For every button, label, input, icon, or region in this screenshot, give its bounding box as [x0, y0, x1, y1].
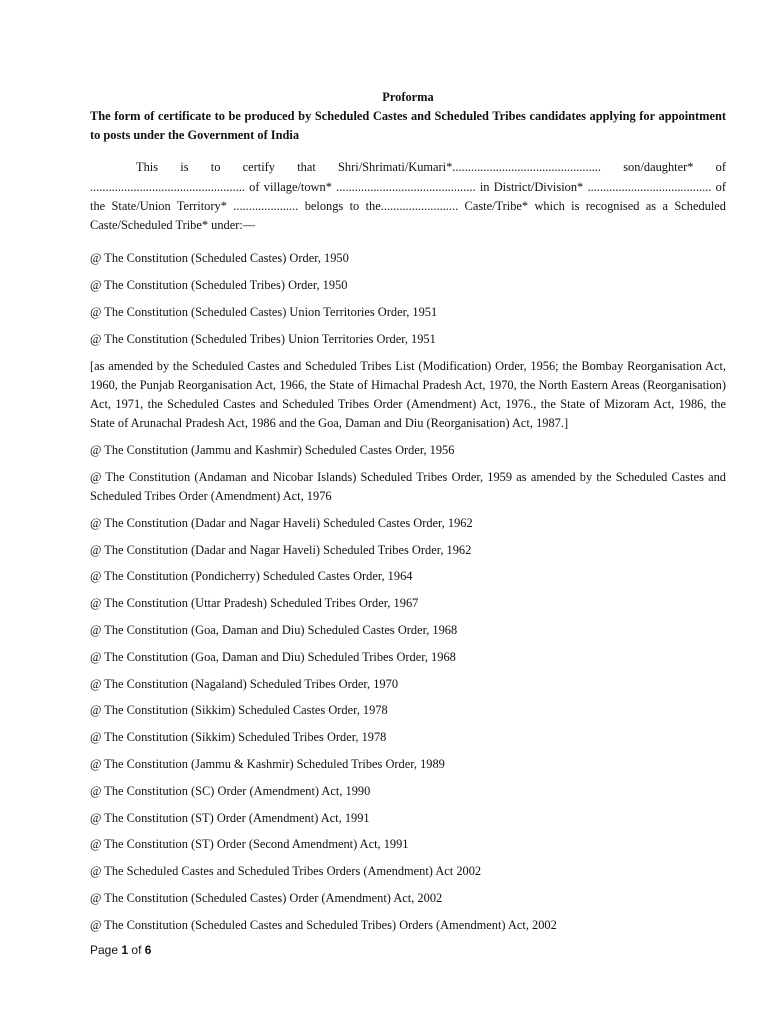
order-item: @ The Constitution (Andaman and Nicobar Islands) Scheduled Tribes Order, 1959 as amended by the Scheduled Castes and Scheduled Tribes Order (Amendment) Act, 1976 [90, 469, 726, 503]
amendment-note: [as amended by the Scheduled Castes and Scheduled Tribes List (Modification) Order, 1956; the Bombay Reorganisation Act, 1960, the Punjab Reorganisation Act, 1966, the State of Himachal Pradesh Act, 1970, the North Eastern Areas (Reorganisation) Act, 1971, the Scheduled Castes and Scheduled Tribes Order (Amendment) Act, 1976., the State of Mizoram Act, 1986, the State of Arunachal Pradesh Act, 1986 and the Goa, Daman and Diu (Reorganisation) Act, 1987.] [90, 358, 726, 431]
order-item: @ The Constitution (Jammu and Kashmir) Scheduled Castes Order, 1956 [90, 442, 455, 457]
certify-paragraph: This is to certify that Shri/Shrimati/Kumari*................................................ son/daughter* of .................................................. of village/town* ............................................. in District/Division* ........................................ of the State/Union Territory* ..................... belongs to the......................... Caste/Tribe* which is recognised as a Scheduled Caste/Scheduled Tribe* under:— [90, 160, 726, 233]
page-word: Page [90, 943, 119, 957]
order-item: @ The Scheduled Castes and Scheduled Tribes Orders (Amendment) Act 2002 [90, 864, 482, 879]
order-item: @ The Constitution (Scheduled Tribes) Union Territories Order, 1951 [90, 331, 436, 346]
page-title: Proforma [382, 90, 434, 104]
order-item: @ The Constitution (Scheduled Castes) Union Territories Order, 1951 [90, 304, 438, 319]
order-item: @ The Constitution (Dadar and Nagar Haveli) Scheduled Castes Order, 1962 [90, 515, 473, 530]
order-item: @ The Constitution (Goa, Daman and Diu) Scheduled Tribes Order, 1968 [90, 649, 456, 664]
order-item: @ The Constitution (Jammu & Kashmir) Scheduled Tribes Order, 1989 [90, 756, 445, 771]
total-pages-number: 6 [144, 943, 152, 957]
order-item: @ The Constitution (Uttar Pradesh) Scheduled Tribes Order, 1967 [90, 596, 419, 611]
order-item: @ The Constitution (Goa, Daman and Diu) Scheduled Castes Order, 1968 [90, 622, 458, 637]
page-subtitle: The form of certificate to be produced by Scheduled Castes and Scheduled Tribes candidates applying for appointment to posts under the Government of India [90, 109, 726, 143]
order-item: @ The Constitution (Scheduled Castes) Order (Amendment) Act, 2002 [90, 890, 443, 905]
order-item: @ The Constitution (ST) Order (Second Amendment) Act, 1991 [90, 837, 409, 852]
order-item: @ The Constitution (Pondicherry) Scheduled Castes Order, 1964 [90, 569, 413, 584]
order-item: @ The Constitution (Dadar and Nagar Haveli) Scheduled Tribes Order, 1962 [90, 542, 472, 557]
order-item: @ The Constitution (Scheduled Castes) Order, 1950 [90, 251, 349, 266]
order-item: @ The Constitution (Sikkim) Scheduled Tribes Order, 1978 [90, 730, 387, 745]
page-footer [90, 943, 151, 957]
of-word: of [131, 943, 142, 957]
document-content [90, 88, 726, 943]
order-item: @ The Constitution (Scheduled Castes and Scheduled Tribes) Orders (Amendment) Act, 2002 [90, 917, 557, 932]
order-item: @ The Constitution (ST) Order (Amendment) Act, 1991 [90, 810, 370, 825]
order-item: @ The Constitution (Scheduled Tribes) Order, 1950 [90, 278, 348, 293]
current-page-number: 1 [121, 943, 129, 957]
order-item: @ The Constitution (Nagaland) Scheduled Tribes Order, 1970 [90, 676, 399, 691]
order-item: @ The Constitution (SC) Order (Amendment) Act, 1990 [90, 783, 371, 798]
order-item: @ The Constitution (Sikkim) Scheduled Castes Order, 1978 [90, 703, 388, 718]
